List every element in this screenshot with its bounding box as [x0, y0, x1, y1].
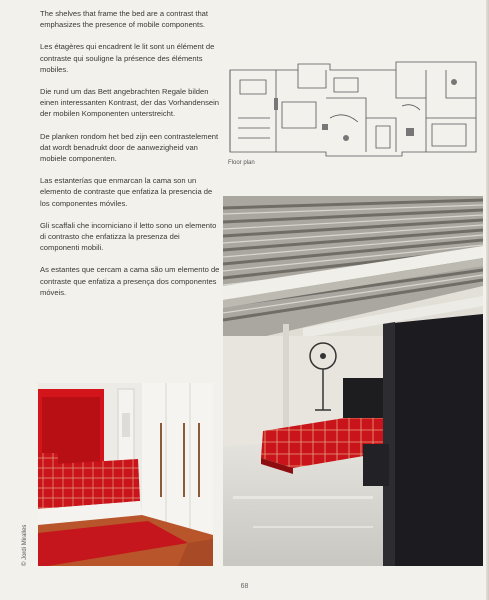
paragraph-italian: Gli scaffali che incorniciano il letto sono un elemento di contrasto che enfatizza la presenza dei componenti mobili.: [40, 220, 217, 253]
floor-plan-drawing: [226, 58, 480, 158]
text-column: [40, 8, 220, 309]
paragraph-portuguese: As estantes que cercam a cama são um elemento de contraste que enfatiza a presença dos componentes móveis.: [40, 265, 220, 297]
paragraph-english: The shelves that frame the bed are a contrast that emphasizes the presence of mobile components.: [40, 9, 209, 30]
bedroom-loft-photo: [223, 196, 483, 566]
paragraph-spanish: Las estanterías que enmarcan la cama son un elemento de contraste que enfatiza la presencia de los componentes móviles.: [40, 176, 213, 208]
paragraph-french: Les étagères qui encadrent le lit sont un élément de contraste qui souligne la présence des éléments mobiles.: [40, 42, 215, 74]
page-number: 68: [240, 583, 249, 590]
floor-plan-caption: Floor plan: [228, 160, 255, 166]
paragraph-dutch: De planken rondom het bed zijn een contrastelement dat wordt benadrukt door de aanwezigheid van mobiele componenten.: [40, 131, 219, 164]
photo-credit: © Jordi Miralles: [22, 524, 28, 566]
paragraph-german: Die rund um das Bett angebrachten Regale bilden einen interessanten Kontrast, der das Vorhandensein der mobilen Komponenten unterstreicht.: [40, 87, 219, 119]
red-bed-photo: [38, 383, 213, 566]
